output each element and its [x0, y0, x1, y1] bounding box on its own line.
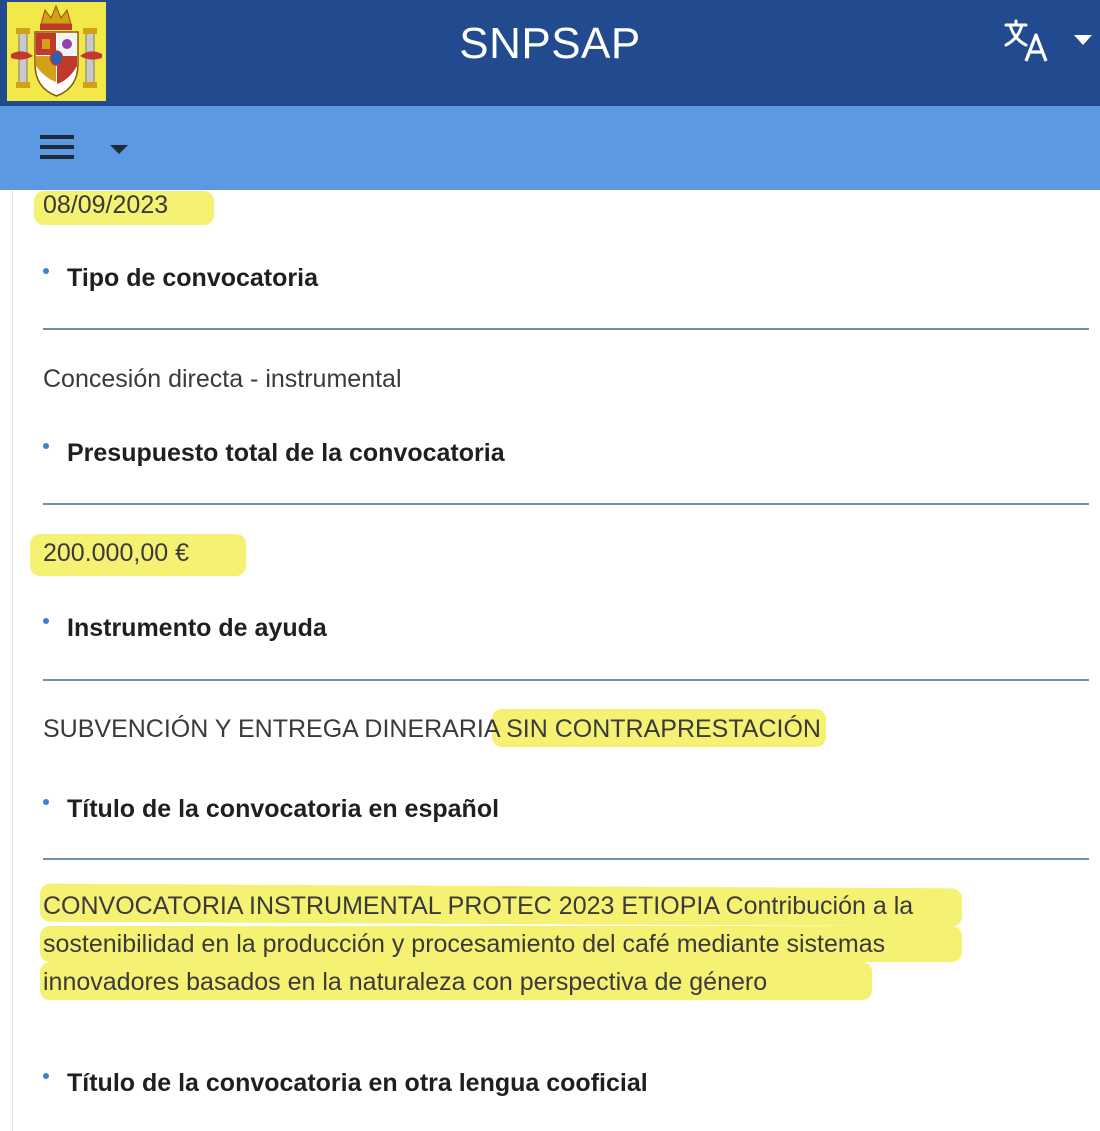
language-selector[interactable]: [982, 18, 1092, 68]
titulo-otra-label: Título de la convocatoria en otra lengua cooficial: [43, 1069, 648, 1098]
titulo-es-line-1: CONVOCATORIA INSTRUMENTAL PROTEC 2023 ETIOPIA Contribución a la: [43, 892, 914, 920]
presupuesto-label: Presupuesto total de la convocatoria: [43, 439, 505, 468]
instrumento-value: SUBVENCIÓN Y ENTREGA DINERARIA SIN CONTRAPRESTACIÓN: [43, 715, 821, 743]
bullet-icon: [43, 799, 49, 805]
titulo-es-line-3: innovadores basados en la naturaleza con perspectiva de género: [43, 968, 768, 996]
menu-bar: [0, 106, 1100, 190]
divider: [43, 858, 1089, 860]
top-bar: [0, 0, 1100, 106]
menu-dropdown-caret-icon[interactable]: [110, 144, 128, 156]
content-left-border: [12, 190, 13, 1131]
presupuesto-value: 200.000,00 €: [43, 539, 189, 567]
bullet-icon: [43, 443, 49, 449]
translate-icon[interactable]: [1004, 19, 1050, 68]
divider: [43, 679, 1089, 681]
bullet-icon: [43, 1073, 49, 1079]
hamburger-menu-icon[interactable]: [38, 131, 78, 167]
tipo-value: Concesión directa - instrumental: [43, 365, 402, 393]
titulo-es-label: Título de la convocatoria en español: [43, 795, 499, 824]
titulo-es-line-2: sostenibilidad en la producción y procesamiento del café mediante sistemas: [43, 930, 886, 958]
bullet-icon: [43, 618, 49, 624]
tipo-label: Tipo de convocatoria: [43, 264, 318, 293]
fecha-value: 08/09/2023: [43, 191, 169, 219]
app-title: SNPSAP: [459, 19, 641, 68]
divider: [43, 328, 1089, 330]
divider: [43, 503, 1089, 505]
instrumento-label: Instrumento de ayuda: [43, 614, 327, 643]
bullet-icon: [43, 268, 49, 274]
chevron-down-icon[interactable]: [1074, 34, 1092, 52]
